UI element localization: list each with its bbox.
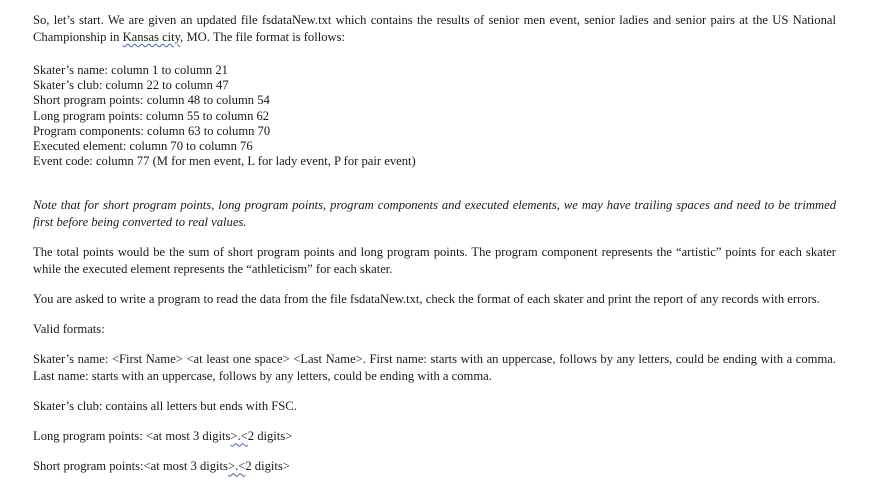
valid-formats-heading: Valid formats: bbox=[33, 322, 105, 337]
format-line-club: Skater’s club: column 22 to column 47 bbox=[33, 78, 229, 93]
club-rule-paragraph: Skater’s club: contains all letters but ends with FSC. bbox=[33, 399, 297, 414]
format-line-event-code: Event code: column 77 (M for men event, L for lady event, P for pair event) bbox=[33, 154, 416, 169]
task-paragraph: You are asked to write a program to read the data from the file fsdataNew.txt, check the format of each skater and print the report of any records with errors. bbox=[33, 292, 820, 307]
long-rule-end: 2 digits> bbox=[247, 429, 293, 444]
short-rule-end: 2 digits> bbox=[245, 459, 290, 474]
format-line-short-program: Short program points: column 48 to column 54 bbox=[33, 93, 270, 108]
format-line-executed-element: Executed element: column 70 to column 76 bbox=[33, 139, 253, 154]
short-rule-start: Short program points:<at most 3 digits bbox=[33, 459, 228, 474]
format-line-long-program: Long program points: column 55 to column 62 bbox=[33, 108, 270, 123]
format-line-name: Skater’s name: column 1 to column 21 bbox=[33, 63, 228, 77]
short-program-rule bbox=[33, 458, 836, 475]
long-rule-start: Long program points: <at most 3 digits bbox=[33, 429, 231, 444]
spellcheck-flag-long[interactable]: >.< bbox=[230, 429, 248, 444]
intro-paragraph bbox=[33, 12, 836, 46]
format-line-program-components: Program components: column 63 to column 70 bbox=[33, 123, 271, 138]
document-page bbox=[33, 12, 836, 475]
intro-text-start: So, let’s start. We are given an updated file fsdataNew.txt which contains the results of senior men event, senior ladies and senior pairs at the US National Championship in bbox=[33, 13, 836, 44]
note-paragraph: Note that for short program points, long program points, program components and executed elements, we may have trailing spaces and need to be trimmed first before being converted to real values. bbox=[33, 198, 836, 230]
intro-text-end: , MO. The file format is follows: bbox=[180, 30, 346, 44]
spellcheck-flag-city[interactable]: Kansas city bbox=[122, 30, 181, 44]
file-format-list bbox=[33, 63, 836, 169]
long-program-rule bbox=[33, 428, 836, 445]
total-points-paragraph: The total points would be the sum of short program points and long program points. The program component represents the “artistic” points for each skater while the executed element represents the “athleticism” for each skater. bbox=[33, 245, 836, 277]
spellcheck-flag-short[interactable]: >.< bbox=[227, 459, 246, 474]
name-rule-paragraph: Skater’s name: <First Name> <at least one space> <Last Name>. First name: starts with an uppercase, follows by any letters, could be ending with a comma. Last name: starts with an uppercase, follows by any letters, could be ending with a comma. bbox=[33, 352, 836, 384]
